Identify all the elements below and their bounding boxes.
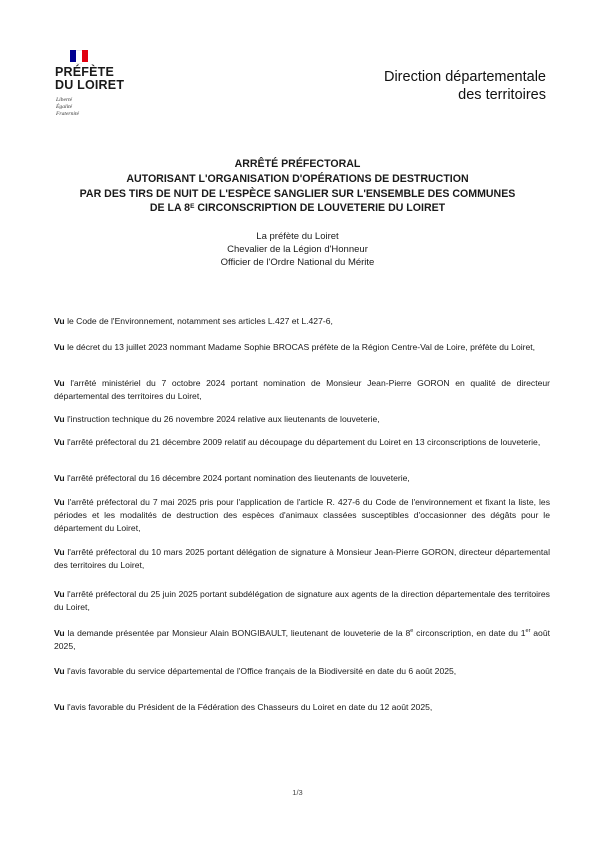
vu-paragraph: Vu l'avis favorable du Président de la Fédération des Chasseurs du Loiret en date du 12 août 2025,	[54, 702, 433, 712]
title-line3: PAR DES TIRS DE NUIT DE L'ESPÈCE SANGLIER SUR L'ENSEMBLE DES COMMUNES	[79, 187, 516, 200]
authority-line3: Officier de l'Ordre National du Mérite	[220, 257, 375, 268]
brand-line2: DU LOIRET	[55, 78, 125, 92]
issuing-service	[384, 69, 546, 104]
vu-paragraph: Vu l'arrêté préfectoral du 25 juin 2025 portant subdélégation de signature aux agents de la direction départementale des territoires du Loiret,	[54, 589, 550, 612]
prefecture-logo-text	[55, 66, 124, 92]
motto-egalite: Égalité	[56, 104, 73, 110]
title-line2: AUTORISANT L'ORGANISATION D'OPÉRATIONS DE DESTRUCTION	[126, 172, 469, 185]
vu-paragraph: Vu le décret du 13 juillet 2023 nommant Madame Sophie BROCAS préfète de la Région Centre-Val de Loire, préfète du Loiret,	[54, 342, 536, 352]
vu-paragraph: Vu l'instruction technique du 26 novembre 2024 relative aux lieutenants de louveterie,	[54, 414, 380, 424]
service-line1: Direction départementale	[383, 69, 546, 85]
authority-line1: La préfète du Loiret	[256, 231, 339, 242]
authority-line2: Chevalier de la Légion d'Honneur	[227, 244, 368, 255]
title-line1: ARRÊTÉ PRÉFECTORAL	[234, 158, 361, 170]
vu-paragraph: Vu le Code de l'Environnement, notamment ses articles L.427 et L.427-6,	[54, 316, 333, 326]
vu-paragraph: Vu l'arrêté préfectoral du 7 mai 2025 pris pour l'application de l'article R. 427-6 du Code de l'environnement et fixant la liste, les périodes et les modalités de destruction des espèces d'animaux classées susceptibles d'occasionner des dégâts pour le département du Loiret,	[54, 497, 551, 533]
vu-paragraph: Vu l'avis favorable du service départemental de l'Office français de la Biodiversité en date du 6 août 2025,	[54, 666, 457, 676]
page-number: 1/3	[292, 788, 303, 797]
vu-paragraph: Vu l'arrêté préfectoral du 10 mars 2025 portant délégation de signature à Monsieur Jean-Pierre GORON, directeur départemental des territoires du Loiret,	[54, 547, 551, 570]
flag-red	[82, 50, 88, 62]
document-title	[40, 157, 555, 216]
title-line4: DE LA $8^E$ CIRCONSCRIPTION DE LOUVETERIE DU LOIRET	[149, 202, 446, 215]
vu-paragraph: Vu l'arrêté préfectoral du 21 décembre 2009 relatif au découpage du département du Loiret en 13 circonscriptions de louveterie,	[54, 437, 541, 447]
vu-paragraph: Vu l'arrêté ministériel du 7 octobre 2024 portant nomination de Monsieur Jean-Pierre GORON en qualité de directeur départemental des territoires du Loiret,	[54, 378, 551, 401]
marianne-flag-icon	[70, 50, 88, 62]
republic-motto	[56, 97, 79, 118]
service-line2: des territoires	[458, 86, 546, 103]
brand-line1: PRÉFÈTE	[55, 65, 115, 79]
motto-fraternite: Fraternité	[56, 111, 79, 117]
vu-paragraph: Vu l'arrêté préfectoral du 16 décembre 2024 portant nomination des lieutenants de louveterie,	[54, 473, 410, 483]
authority-block	[40, 230, 555, 269]
motto-liberte: Liberté	[56, 97, 73, 103]
vu-paragraph-demande: Vu la demande présentée par Monsieur Alain BONGIBAULT, lieutenant de louveterie de la 8e circonscription, en date du 1er août 2025,	[54, 628, 551, 651]
